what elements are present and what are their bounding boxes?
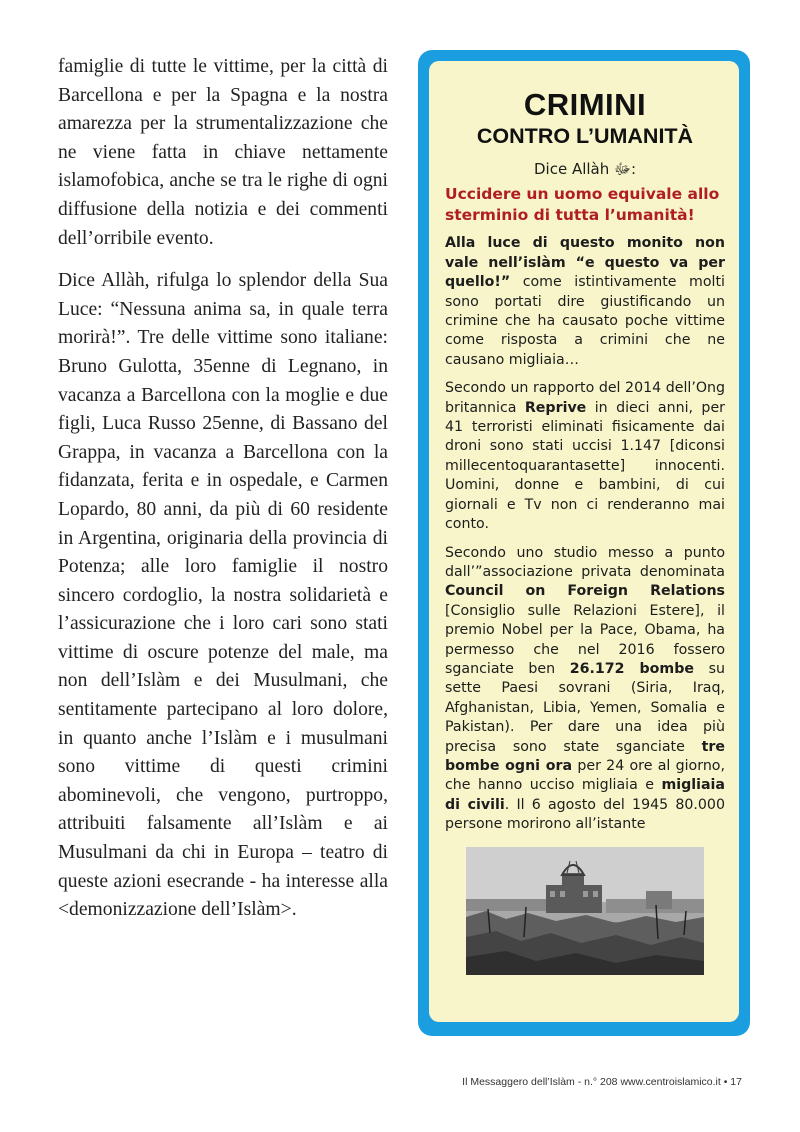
hiroshima-photo [466, 847, 704, 975]
p3-bold2: 26.172 bombe [569, 660, 694, 677]
p1-bold: Alla luce di questo monito non vale nell’islàm “e questo va per quello!” [445, 235, 725, 291]
p3-bold3: tre bombe ogni ora [445, 738, 725, 774]
quote-intro: Dice Allàh ﷻ: [533, 160, 637, 178]
ruins-illustration [466, 847, 704, 975]
page-footer: Il Messaggero dell’Islàm - n.° 208 www.centroislamico.it • 17 [462, 1076, 742, 1088]
p3-bold1: Council on Foreign Relations [445, 583, 725, 600]
sidebar-paragraph-1 [445, 234, 725, 370]
p2-a: Secondo un rapporto del 2014 dell’Ong britannica [445, 380, 725, 416]
sidebar-title-line2: CONTRO L’UMANITÀ [476, 124, 694, 148]
sidebar-paragraph-2 [445, 379, 725, 534]
p3-bold4: migliaia di civili [445, 777, 725, 813]
sidebar-paragraph-3 [445, 544, 725, 835]
p3-d: per 24 ore al giorno, che hanno ucciso migliaia e [445, 757, 725, 794]
article-paragraph-2: Dice Allàh, rifulga lo splendor della Sua Luce: “Nessuna anima sa, in quale terra morirà!”. Tre delle vittime sono italiane: Bruno Gulotta, 35enne di Legnano, in vacanza a Barcellona con la moglie e due figli, Luca Russo 25enne, di Bassano del Grappa, in vacanza a Barcellona con la fidanzata, ferita e in ospedale, e Carmen Lopardo, 80 anni, da più di 60 residente in Argentina, originaria della provincia di Potenza; alle loro famiglie il nostro sincero cordoglio, la nostra solidarietà e l’assicurazione che i loro cari sono stati vittime di oscure potenze del male, ma non dell’Islàm e dei Musulmani, che sentitamente partecipano al loro dolore, in quanto anche l’Islàm e i musulmani sono vittime di questi crimini abominevoli, che vengono, purtroppo, attribuiti falsamente all’Islàm e ai Musulmani da chi in Europa – teatro di queste azioni esecrande - ha interesse alla <demonizzazione dell’Islàm>. [58, 270, 388, 921]
p2-bold: Reprive [524, 399, 587, 416]
p3-e: . Il 6 agosto del 1945 80.000 persone morirono all’istante [445, 796, 725, 833]
quote-text: Uccidere un uomo equivale allo sterminio di tutta l’umanità! [445, 185, 720, 225]
p1-rest: come istintivamente molti sono portati dire giustificando un crimine che ha causato poche vittime come risposta a crimini che ne causano migliaia… [445, 274, 725, 368]
p3-c: su sette Paesi sovrani (Siria, Iraq, Afghanistan, Libia, Yemen, Somalia e Pakistan). Per dare una idea più precisa sono state sganciate [445, 660, 725, 755]
sidebar-box [418, 50, 750, 1036]
p3-a: Secondo uno studio messo a punto dall’”associazione privata denominata [445, 544, 725, 580]
p3-b: [Consiglio sulle Relazioni Estere], il premio Nobel per la Pace, Obama, ha permesso che nel 2016 fossero sganciate ben [445, 602, 725, 677]
article-paragraph-1: famiglie di tutte le vittime, per la città di Barcellona e per la Spagna e la nostra amarezza per la strumentalizzazione che ne viene fatta in chiave nettamente islamofobica, anche se tra le righe di ogni diffusione della notizia e dei commenti dell’orribile evento. [58, 56, 388, 249]
sidebar-title-line1: CRIMINI [523, 87, 647, 122]
article-column [58, 53, 388, 939]
sidebar-inner [429, 61, 739, 1022]
p2-b: in dieci anni, per 41 terroristi eliminati fisicamente dai droni sono stati uccisi 1.147 [diconsi millecentoquarantasette] innocenti. Uomini, donne e bambini, di cui giornali e Tv non ci renderanno mai conto. [445, 399, 726, 533]
